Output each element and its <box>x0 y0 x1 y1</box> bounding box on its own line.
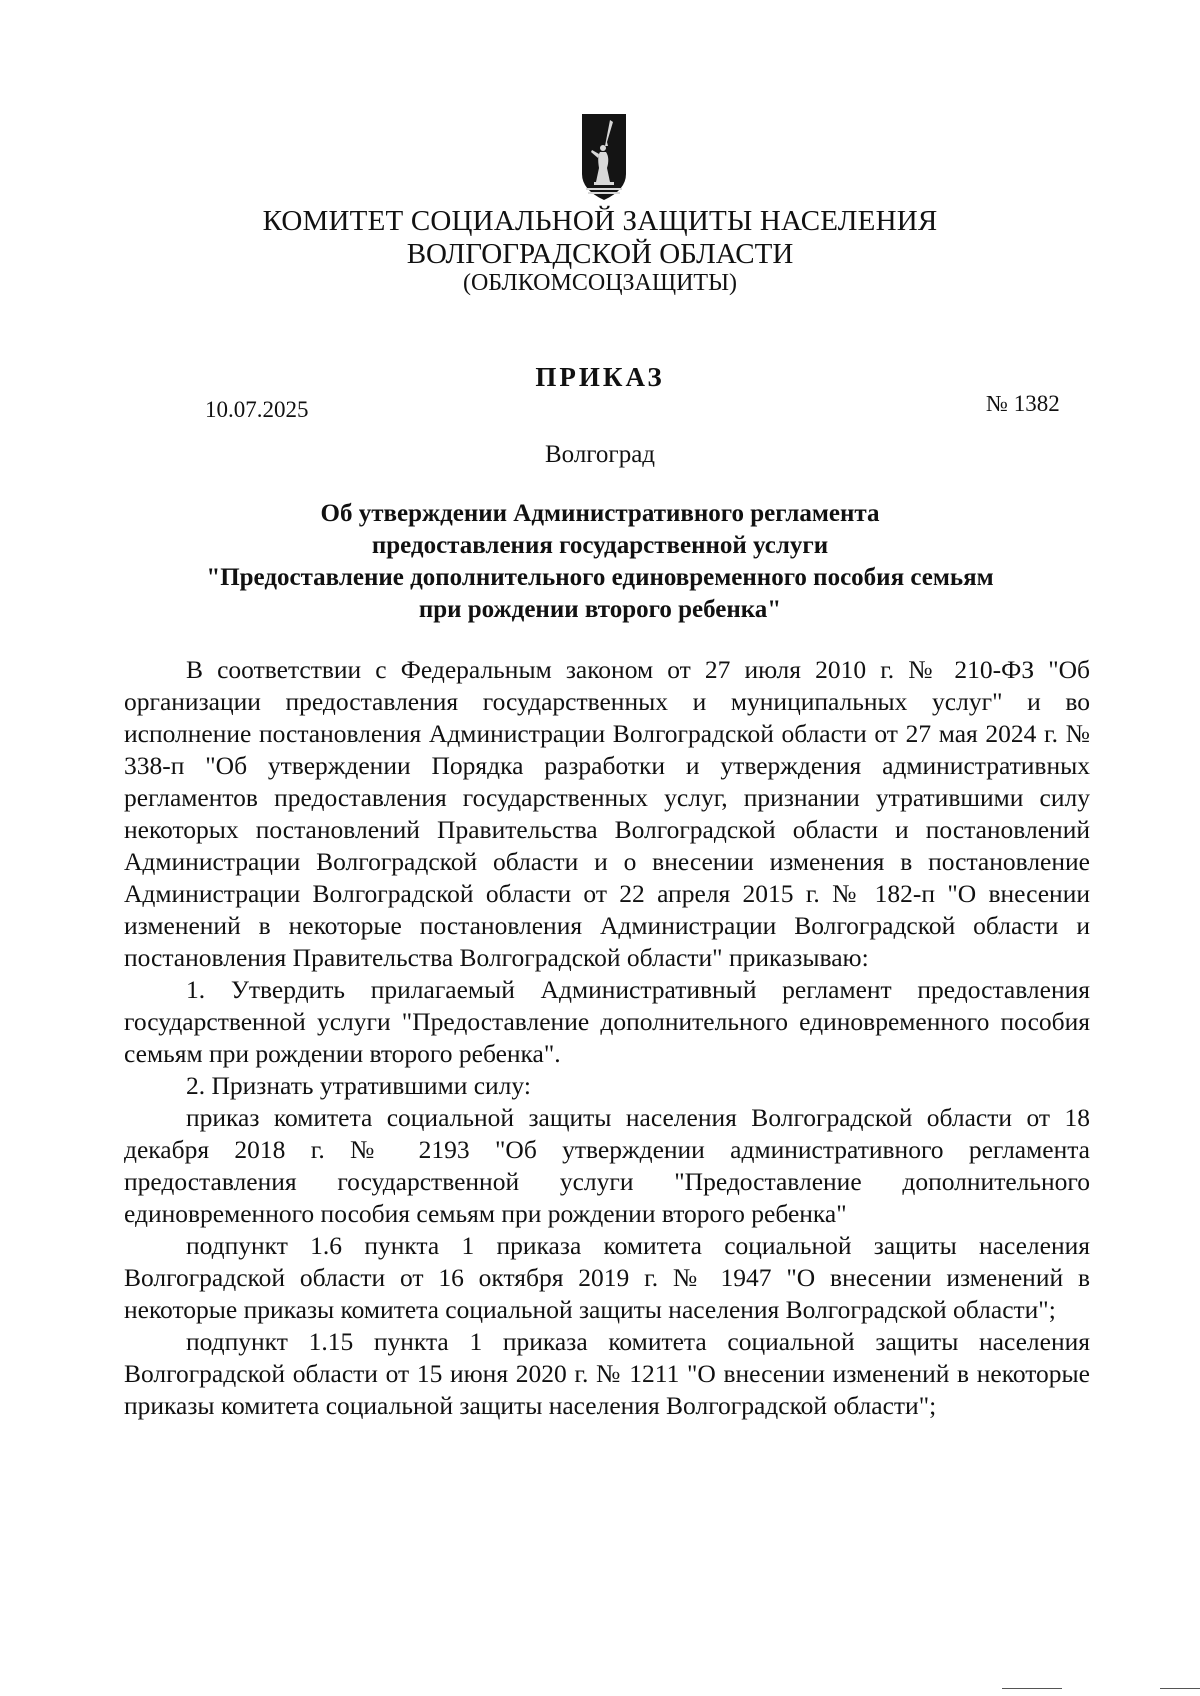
organization-name-line2: ВОЛГОГРАДСКОЙ ОБЛАСТИ <box>406 238 794 270</box>
document-title-line2: предоставления государственной услуги <box>371 532 829 559</box>
footer-divider <box>1160 1688 1200 1689</box>
document-title <box>0 498 1200 626</box>
item-1-paragraph: 1. Утвердить прилагаемый Административный регламент предоставления государственной услуги "Предоставление дополнительного единовременного пособия семьям при рождении второго ребенка". <box>124 975 1090 1068</box>
document-title-line4: при рождении второго ребенка" <box>418 596 782 623</box>
order-number: № 1382 <box>986 391 1060 416</box>
order-city: Волгоград <box>544 441 656 468</box>
order-date: 10.07.2025 <box>205 397 309 422</box>
document-body <box>124 654 1090 1422</box>
order-title: ПРИКАЗ <box>535 362 665 392</box>
document-title-line1: Об утверждении Административного регламента <box>320 500 880 527</box>
organization-name-line1: КОМИТЕТ СОЦИАЛЬНОЙ ЗАЩИТЫ НАСЕЛЕНИЯ <box>262 205 938 237</box>
volgograd-coat-of-arms-icon <box>580 112 628 204</box>
footer-divider <box>1002 1688 1062 1689</box>
item-2a-paragraph: приказ комитета социальной защиты населения Волгоградской области от 18 декабря 2018 г. № 2193 "Об утверждении административного регламента предоставления государственной услуги "Предоставление дополнительного единовременного пособия семьям при рождении второго ребенка" <box>124 1103 1090 1228</box>
document-title-line3: "Предоставление дополнительного единовременного пособия семьям <box>206 564 994 591</box>
preamble-paragraph: В соответствии с Федеральным законом от 27 июля 2010 г. № 210-ФЗ "Об организации предоставления государственных и муниципальных услуг" и во исполнение постановления Администрации Волгоградской области от 27 мая 2024 г. № 338-п "Об утверждении Порядка разработки и утверждения административных регламентов предоставления государственных услуг, признании утратившими силу некоторых постановлений Правительства Волгоградской области и постановлений Администрации Волгоградской области и о внесении изменения в постановление Администрации Волгоградской области от 22 апреля 2015 г. № 182-п "О внесении изменений в некоторые постановления Администрации Волгоградской области и постановления Правительства Волгоградской области" приказываю: <box>124 655 1090 972</box>
item-2-paragraph: 2. Признать утратившими силу: <box>186 1071 531 1100</box>
item-2b-paragraph: подпункт 1.6 пункта 1 приказа комитета социальной защиты населения Волгоградской области от 16 октября 2019 г. № 1947 "О внесении изменений в некоторые приказы комитета социальной защиты населения Волгоградской области"; <box>124 1231 1090 1324</box>
item-2c-paragraph: подпункт 1.15 пункта 1 приказа комитета социальной защиты населения Волгоградской области от 15 июня 2020 г. № 1211 "О внесении изменений в некоторые приказы комитета социальной защиты населения Волгоградской области"; <box>124 1327 1090 1420</box>
organization-abbreviation: (ОБЛКОМСОЦЗАЩИТЫ) <box>462 270 738 296</box>
